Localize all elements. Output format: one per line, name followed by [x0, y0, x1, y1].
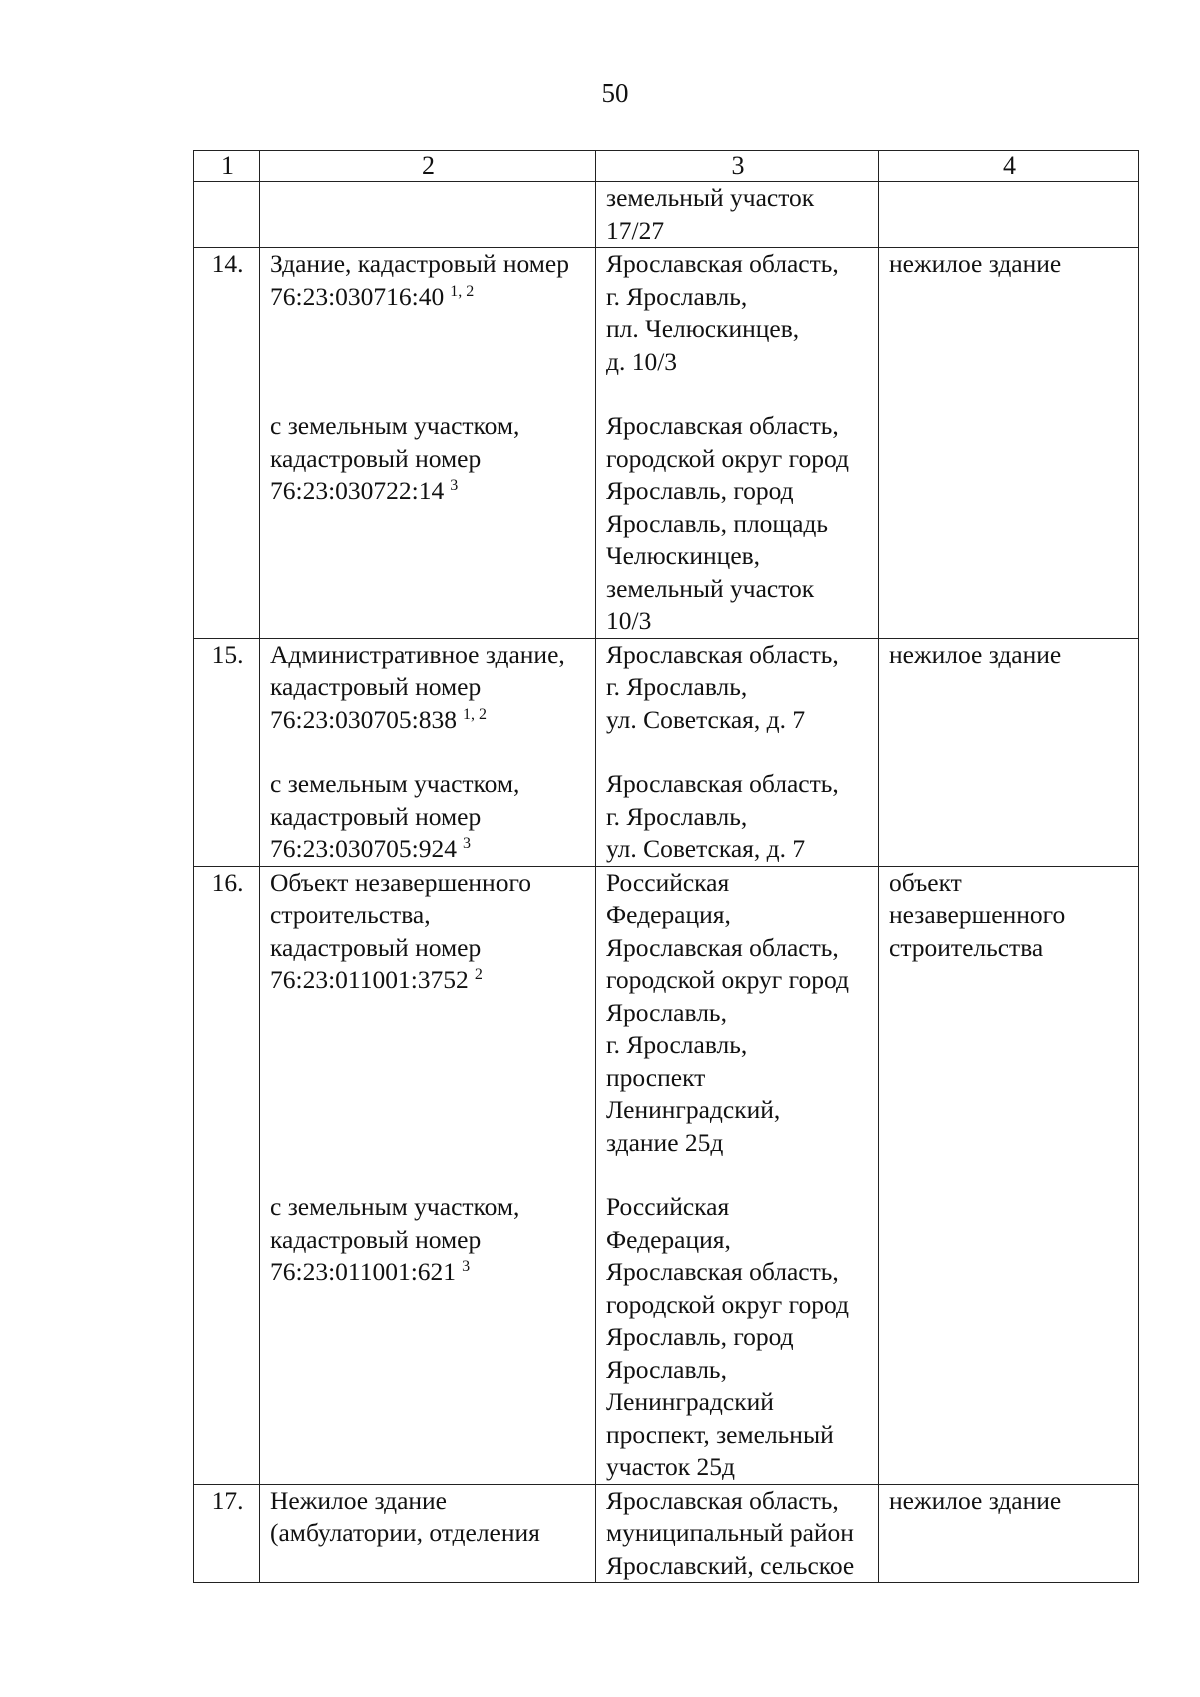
table-header-row: [194, 151, 1139, 182]
object-name-cell: [260, 638, 596, 866]
row-number: 15.: [194, 638, 260, 866]
object-name-text: Здание, кадастровый номер 76:23:030716:40: [270, 249, 569, 311]
property-table: [193, 150, 1139, 1583]
footnote-marker: 1, 2: [450, 282, 475, 300]
footnote-marker: 1, 2: [463, 705, 488, 723]
header-cell-4: 4: [879, 151, 1139, 182]
header-cell-3: 3: [596, 151, 879, 182]
row-number: [194, 182, 260, 248]
object-name-cell: [260, 866, 596, 1484]
object-name-text: Объект незавершенного строительства, кадастровый номер 76:23:011001:3752: [270, 867, 532, 994]
object-address-cell: [596, 1484, 879, 1583]
footnote-marker: 3: [462, 1258, 471, 1275]
object-name-block: [270, 1485, 587, 1583]
object-address-cell: [596, 182, 879, 248]
object-address-cell: [596, 638, 879, 866]
page-number: 50: [601, 78, 629, 108]
object-name-text: с земельным участком, кадастровый номер 76:23:011001:621: [270, 1192, 520, 1286]
object-type-cell: [879, 182, 1139, 248]
object-name-block: [270, 867, 587, 1160]
footnote-marker: 2: [474, 966, 483, 983]
object-address-text: Ярославская область, городской округ город Ярославль, город Ярославль, площадь Челюскинцев, земельный участок 10/3: [606, 411, 849, 635]
object-type-cell: нежилое здание: [879, 1484, 1139, 1583]
object-address-text: Российская Федерация, Ярославская область, городской округ город Ярославль, г. Ярославль, проспект Ленинградский, здание 25д: [606, 867, 849, 1157]
object-name-cell: [260, 1484, 596, 1583]
object-type-cell: нежилое здание: [879, 638, 1139, 866]
row-number: 14.: [194, 248, 260, 639]
table-row: [194, 182, 1139, 248]
table-row: [194, 248, 1139, 639]
object-name-block: [270, 410, 587, 638]
object-address-cell: [596, 866, 879, 1484]
header-cell-2: 2: [260, 151, 596, 182]
object-name-block: [270, 1191, 587, 1484]
object-name-block: [270, 768, 587, 866]
object-name-cell: [260, 248, 596, 639]
table-row: [194, 638, 1139, 866]
object-name-text: Нежилое здание (амбулатории, отделения: [270, 1485, 540, 1547]
object-address-text: земельный участок 17/27: [606, 183, 815, 245]
row-number: 17.: [194, 1484, 260, 1583]
object-address-text: Российская Федерация, Ярославская область, городской округ город Ярославль, город Ярославль, Ленинградский проспект, земельный участок 25д: [606, 1192, 849, 1481]
header-cell-1: 1: [194, 151, 260, 182]
object-name-block: [270, 639, 587, 737]
object-name-cell: [260, 182, 596, 248]
footnote-marker: 3: [450, 477, 459, 494]
object-type-cell: объект незавершенного строительства: [879, 866, 1139, 1484]
object-address-text: Ярославская область, г. Ярославль, ул. Советская, д. 7: [606, 639, 839, 734]
object-address-cell: [596, 248, 879, 639]
object-name-text: с земельным участком, кадастровый номер 76:23:030722:14: [270, 411, 520, 505]
object-name-text: Административное здание, кадастровый номер 76:23:030705:838: [270, 639, 565, 734]
table-row: [194, 1484, 1139, 1583]
object-type-cell: нежилое здание: [879, 248, 1139, 639]
object-name-block: [270, 182, 587, 247]
object-address-text: Ярославская область, г. Ярославль, ул. Советская, д. 7: [606, 769, 839, 863]
object-address-text: Ярославская область, г. Ярославль, пл. Челюскинцев, д. 10/3: [606, 249, 839, 376]
object-name-text: с земельным участком, кадастровый номер 76:23:030705:924: [270, 769, 520, 863]
footnote-marker: 3: [463, 835, 472, 852]
row-number: 16.: [194, 866, 260, 1484]
table-row: [194, 866, 1139, 1484]
object-address-text: Ярославская область, муниципальный район Ярославский, сельское: [606, 1485, 855, 1580]
object-name-block: [270, 248, 587, 378]
